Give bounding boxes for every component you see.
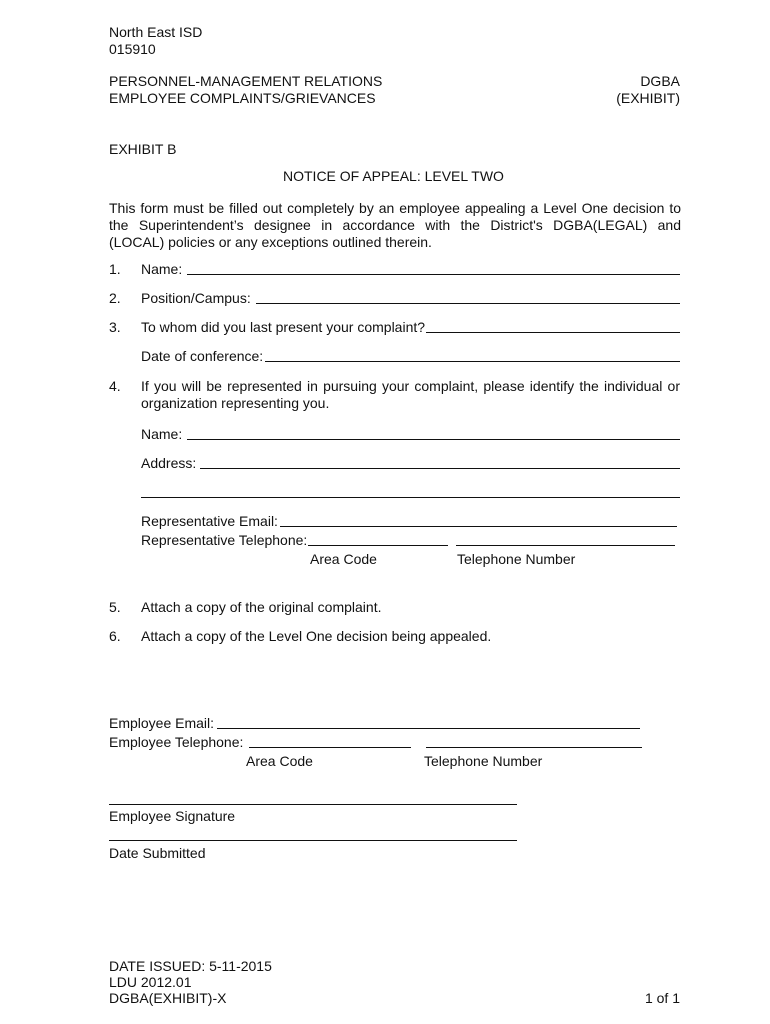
representative-area-code-field-line[interactable] xyxy=(308,545,448,546)
position-campus-label: Position/Campus: xyxy=(141,290,251,306)
conference-date-field-line[interactable] xyxy=(265,361,680,362)
representative-telephone-number-label: Telephone Number xyxy=(457,551,576,567)
section-title-1: PERSONNEL-MANAGEMENT RELATIONS xyxy=(109,73,383,89)
last-presented-label: To whom did you last present your complaint? xyxy=(141,319,426,335)
representative-email-field-line[interactable] xyxy=(280,526,677,527)
name-label: Name: xyxy=(141,261,183,277)
district-name: North East ISD xyxy=(109,24,203,40)
item-number-4: 4. xyxy=(109,378,121,394)
section-title-2: EMPLOYEE COMPLAINTS/GRIEVANCES xyxy=(109,90,376,106)
employee-telephone-number-field-line[interactable] xyxy=(426,747,642,748)
date-issued: DATE ISSUED: 5-11-2015 xyxy=(109,958,272,974)
employee-area-code-label: Area Code xyxy=(246,753,313,769)
policy-code-type: (EXHIBIT) xyxy=(616,90,680,106)
form-title: NOTICE OF APPEAL: LEVEL TWO xyxy=(283,168,504,184)
representative-address-field-line[interactable] xyxy=(200,468,680,469)
item-number-6: 6. xyxy=(109,628,121,644)
employee-signature-field-line[interactable] xyxy=(109,804,517,805)
intro-paragraph: This form must be filled out completely by an employee appealing a Level One decision to the Superintendent’s designee in accordance with the District's DGBA(LEGAL) and (LOCAL) policies or any exceptions outlined therein. xyxy=(109,200,681,250)
district-code: 015910 xyxy=(109,41,156,57)
employee-telephone-number-label: Telephone Number xyxy=(424,753,543,769)
page-number: 1 of 1 xyxy=(644,990,680,1006)
employee-signature-label: Employee Signature xyxy=(109,808,236,824)
representative-name-field-line[interactable] xyxy=(187,439,680,440)
representative-address-field-line-2[interactable] xyxy=(141,497,680,498)
representative-name-label: Name: xyxy=(141,426,183,442)
document-code: DGBA(EXHIBIT)-X xyxy=(109,990,227,1006)
policy-code: DGBA xyxy=(640,73,680,89)
item-number-1: 1. xyxy=(109,261,121,277)
exhibit-label: EXHIBIT B xyxy=(109,141,177,157)
attach-level-one-decision-text: Attach a copy of the Level One decision being appealed. xyxy=(141,628,492,644)
representative-area-code-label: Area Code xyxy=(310,551,377,567)
representative-address-label: Address: xyxy=(141,455,197,471)
conference-date-label: Date of conference: xyxy=(141,348,264,364)
position-campus-field-line[interactable] xyxy=(256,303,680,304)
representative-email-label: Representative Email: xyxy=(141,513,278,529)
ldu-number: LDU 2012.01 xyxy=(109,974,192,990)
employee-email-label: Employee Email: xyxy=(109,715,215,731)
representative-telephone-number-field-line[interactable] xyxy=(456,545,675,546)
employee-area-code-field-line[interactable] xyxy=(249,747,411,748)
date-submitted-label: Date Submitted xyxy=(109,845,206,861)
item-number-2: 2. xyxy=(109,290,121,306)
representation-instructions: If you will be represented in pursuing your complaint, please identify the individual or organization representing you. xyxy=(141,378,680,411)
employee-email-field-line[interactable] xyxy=(217,728,640,729)
item-number-3: 3. xyxy=(109,319,121,335)
date-submitted-field-line[interactable] xyxy=(109,840,517,841)
name-field-line[interactable] xyxy=(187,274,680,275)
last-presented-field-line[interactable] xyxy=(426,332,680,333)
attach-original-complaint-text: Attach a copy of the original complaint. xyxy=(141,599,382,615)
representative-telephone-label: Representative Telephone: xyxy=(141,532,308,548)
item-number-5: 5. xyxy=(109,599,121,615)
employee-telephone-label: Employee Telephone: xyxy=(109,734,244,750)
